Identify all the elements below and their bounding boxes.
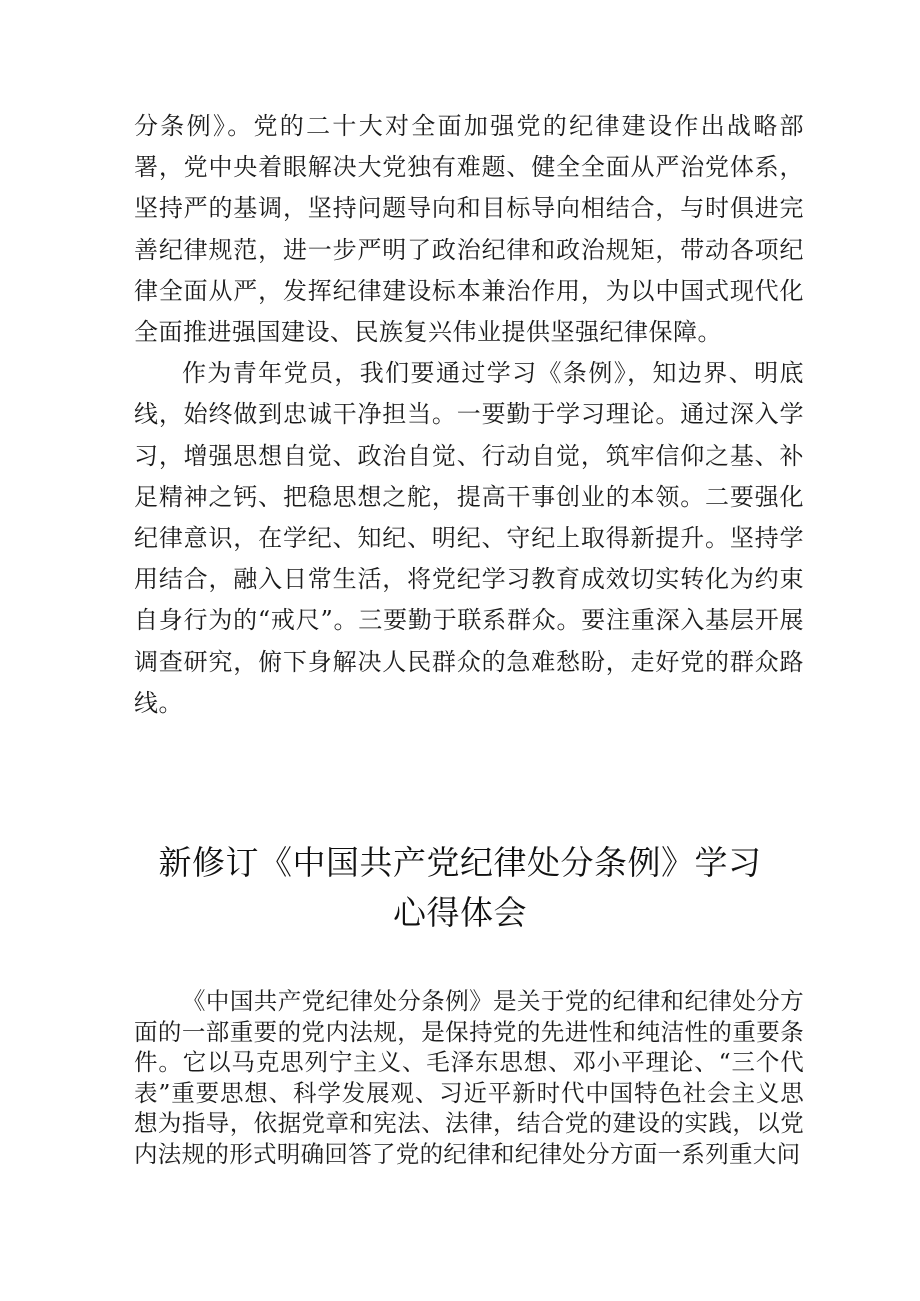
article-title bbox=[100, 838, 820, 938]
article-title-line-2: 心得体会 bbox=[393, 893, 527, 932]
section-two bbox=[134, 986, 804, 1169]
paragraph-continuation: 分条例》。党的二十大对全面加强党的纪律建设作出战略部署，党中央着眼解决大党独有难题、健全全面从严治党体系，坚持严的基调，坚持问题导向和目标导向相结合，与时俱进完善纪律规范，进一步严明了政治纪律和政治规矩，带动各项纪律全面从严，发挥纪律建设标本兼治作用，为以中国式现代化全面推进强国建设、民族复兴伟业提供坚强纪律保障。 bbox=[134, 112, 804, 347]
section-one bbox=[134, 106, 804, 724]
paragraph-regulation-intro: 《中国共产党纪律处分条例》是关于党的纪律和纪律处分方面的一部重要的党内法规，是保持党的先进性和纯洁性的重要条件。它以马克思列宁主义、毛泽东思想、邓小平理论、“三个代表”重要思想、科学发展观、习近平新时代中国特色社会主义思想为指导，依据党章和宪法、法律，结合党的建设的实践，以党内法规的形式明确回答了党的纪律和纪律处分方面一系列重大问 bbox=[134, 987, 804, 1168]
paragraph-youth-party-members: 作为青年党员，我们要通过学习《条例》，知边界、明底线，始终做到忠诚干净担当。一要勤于学习理论。通过深入学习，增强思想自觉、政治自觉、行动自觉，筑牢信仰之基、补足精神之钙、把稳思想之舵，提高干事创业的本领。二要强化纪律意识，在学纪、知纪、明纪、守纪上取得新提升。坚持学用结合，融入日常生活，将党纪学习教育成效切实转化为约束自身行为的“戒尺”。三要勤于联系群众。要注重深入基层开展调查研究，俯下身解决人民群众的急难愁盼，走好党的群众路线。 bbox=[134, 359, 804, 717]
article-title-line-1: 新修订《中国共产党纪律处分条例》学习 bbox=[158, 843, 762, 882]
